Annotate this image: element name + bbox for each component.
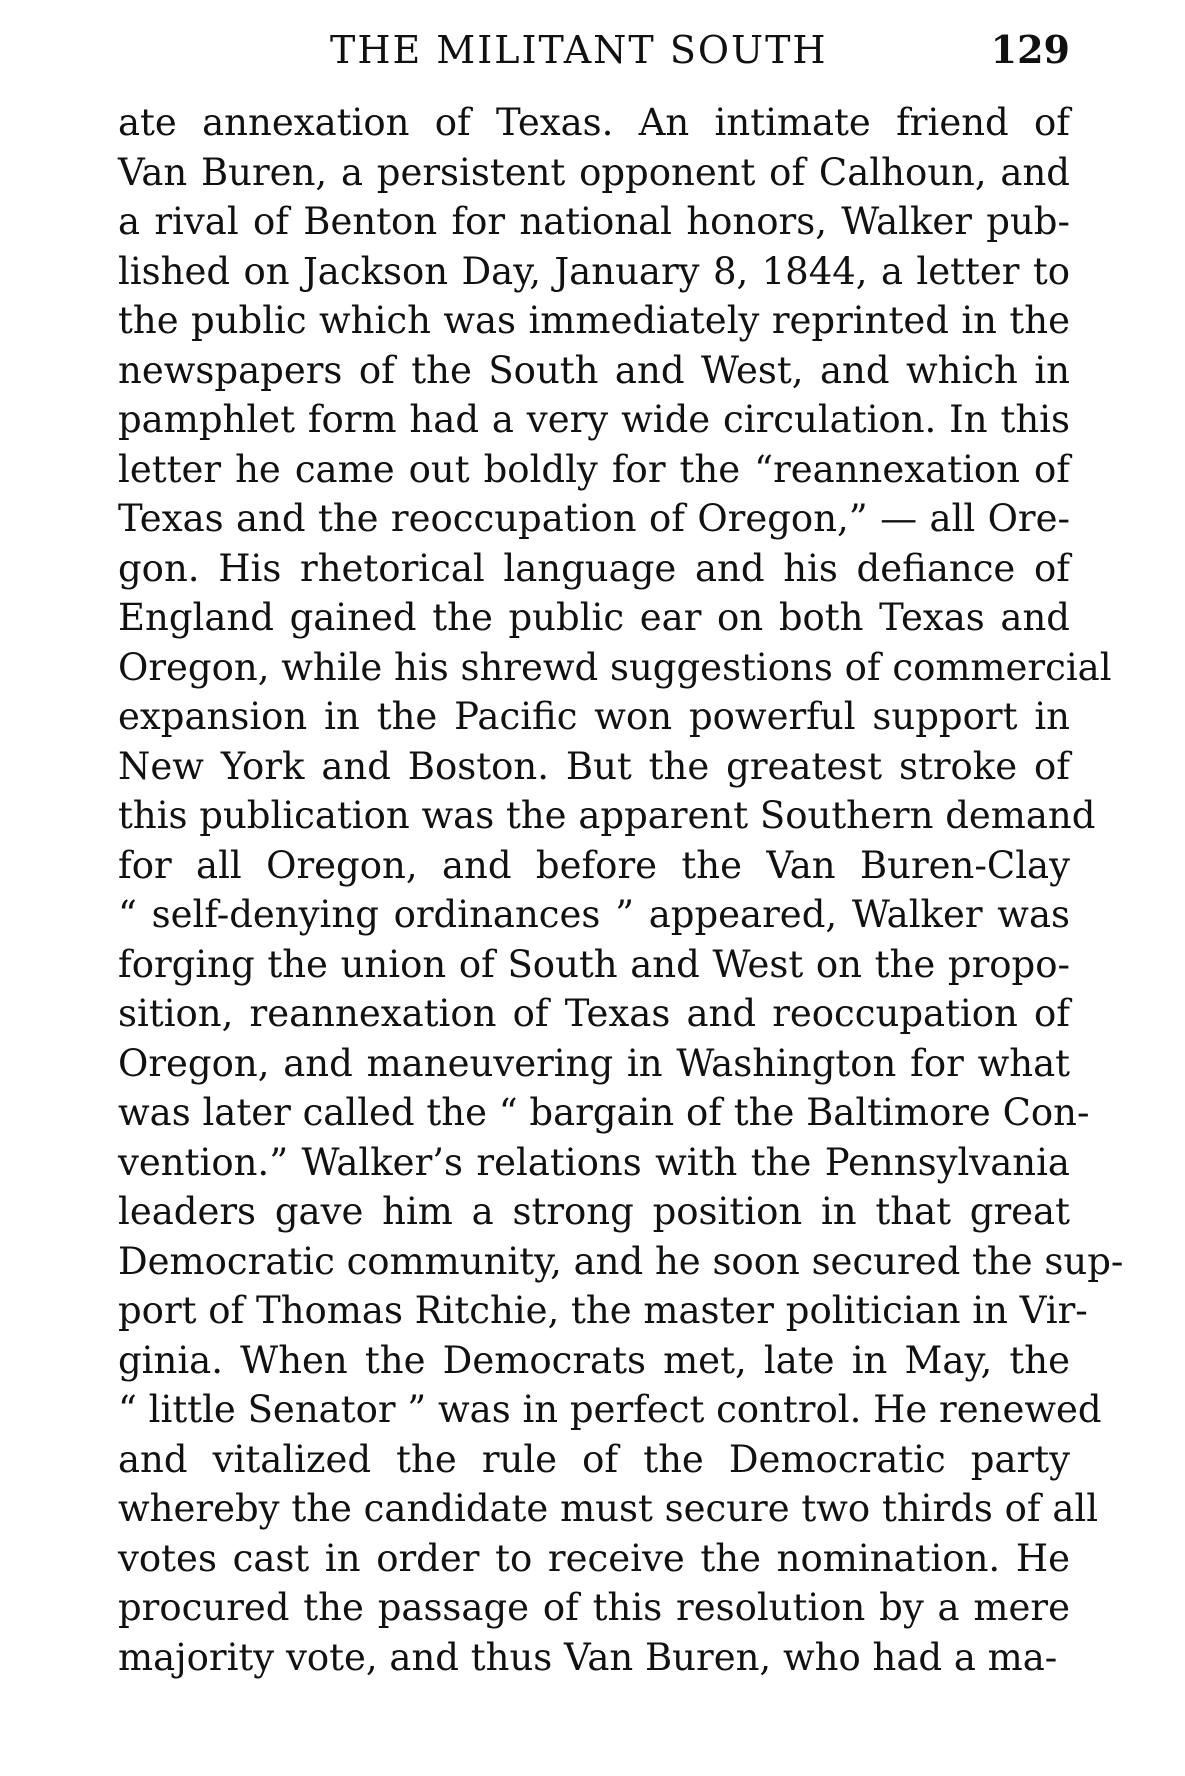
text-line: was later called the “ bargain of the Baltimore Con- xyxy=(118,1091,1090,1134)
text-line: vention.” Walker’s relations with the Pennsylvania xyxy=(118,1140,1070,1184)
text-line: “ little Senator ” was in perfect control. He renewed xyxy=(118,1388,1102,1431)
text-line: lished on Jackson Day, January 8, 1844, a letter to xyxy=(118,249,1070,293)
text-line: New York and Boston. But the greatest stroke of xyxy=(118,744,1070,788)
text-line: England gained the public ear on both Texas and xyxy=(118,596,1070,639)
text-line: newspapers of the South and West, and which in xyxy=(118,348,1070,392)
text-line: expansion in the Pacific won powerful support in xyxy=(118,695,1070,738)
text-line: ginia. When the Democrats met, late in May, the xyxy=(118,1338,1070,1382)
page-number: 129 xyxy=(990,27,1070,72)
text-line: pamphlet form had a very wide circulation. In this xyxy=(118,398,1070,441)
text-line: Oregon, while his shrewd suggestions of commercial xyxy=(118,645,1112,689)
text-line: the public which was immediately reprinted in the xyxy=(118,299,1070,342)
text-line: this publication was the apparent Southern demand xyxy=(118,794,1096,837)
text-line: whereby the candidate must secure two thirds of all xyxy=(118,1487,1099,1530)
text-line: Texas and the reoccupation of Oregon,” — all Ore- xyxy=(118,497,1070,540)
running-head: THE MILITANT SOUTH xyxy=(330,28,828,72)
text-line: and vitalized the rule of the Democratic party xyxy=(118,1437,1070,1481)
text-line: procured the passage of this resolution by a mere xyxy=(118,1586,1070,1629)
text-line: majority vote, and thus Van Buren, who had a ma- xyxy=(118,1635,1058,1679)
text-line: votes cast in order to receive the nomination. He xyxy=(118,1536,1070,1580)
text-line: for all Oregon, and before the Van Buren-Clay xyxy=(118,843,1070,887)
page-header xyxy=(120,22,1070,78)
text-line: letter he came out boldly for the “reannexation of xyxy=(118,447,1070,491)
text-line: Oregon, and maneuvering in Washington for what xyxy=(118,1041,1070,1085)
body-text xyxy=(118,98,1124,1682)
text-line: sition, reannexation of Texas and reoccupation of xyxy=(118,992,1070,1035)
text-line: forging the union of South and West on the propo- xyxy=(118,942,1070,986)
text-line: gon. His rhetorical language and his defiance of xyxy=(118,546,1070,590)
text-line: leaders gave him a strong position in that great xyxy=(118,1190,1070,1233)
text-line: Democratic community, and he soon secured the sup- xyxy=(118,1239,1124,1283)
text-line: Van Buren, a persistent opponent of Calhoun, and xyxy=(118,150,1070,194)
text-line: ate annexation of Texas. An intimate friend of xyxy=(118,101,1070,144)
text-line: a rival of Benton for national honors, Walker pub- xyxy=(118,200,1070,243)
text-line: “ self-denying ordinances ” appeared, Walker was xyxy=(118,893,1070,936)
text-line: port of Thomas Ritchie, the master politician in Vir- xyxy=(118,1289,1088,1332)
